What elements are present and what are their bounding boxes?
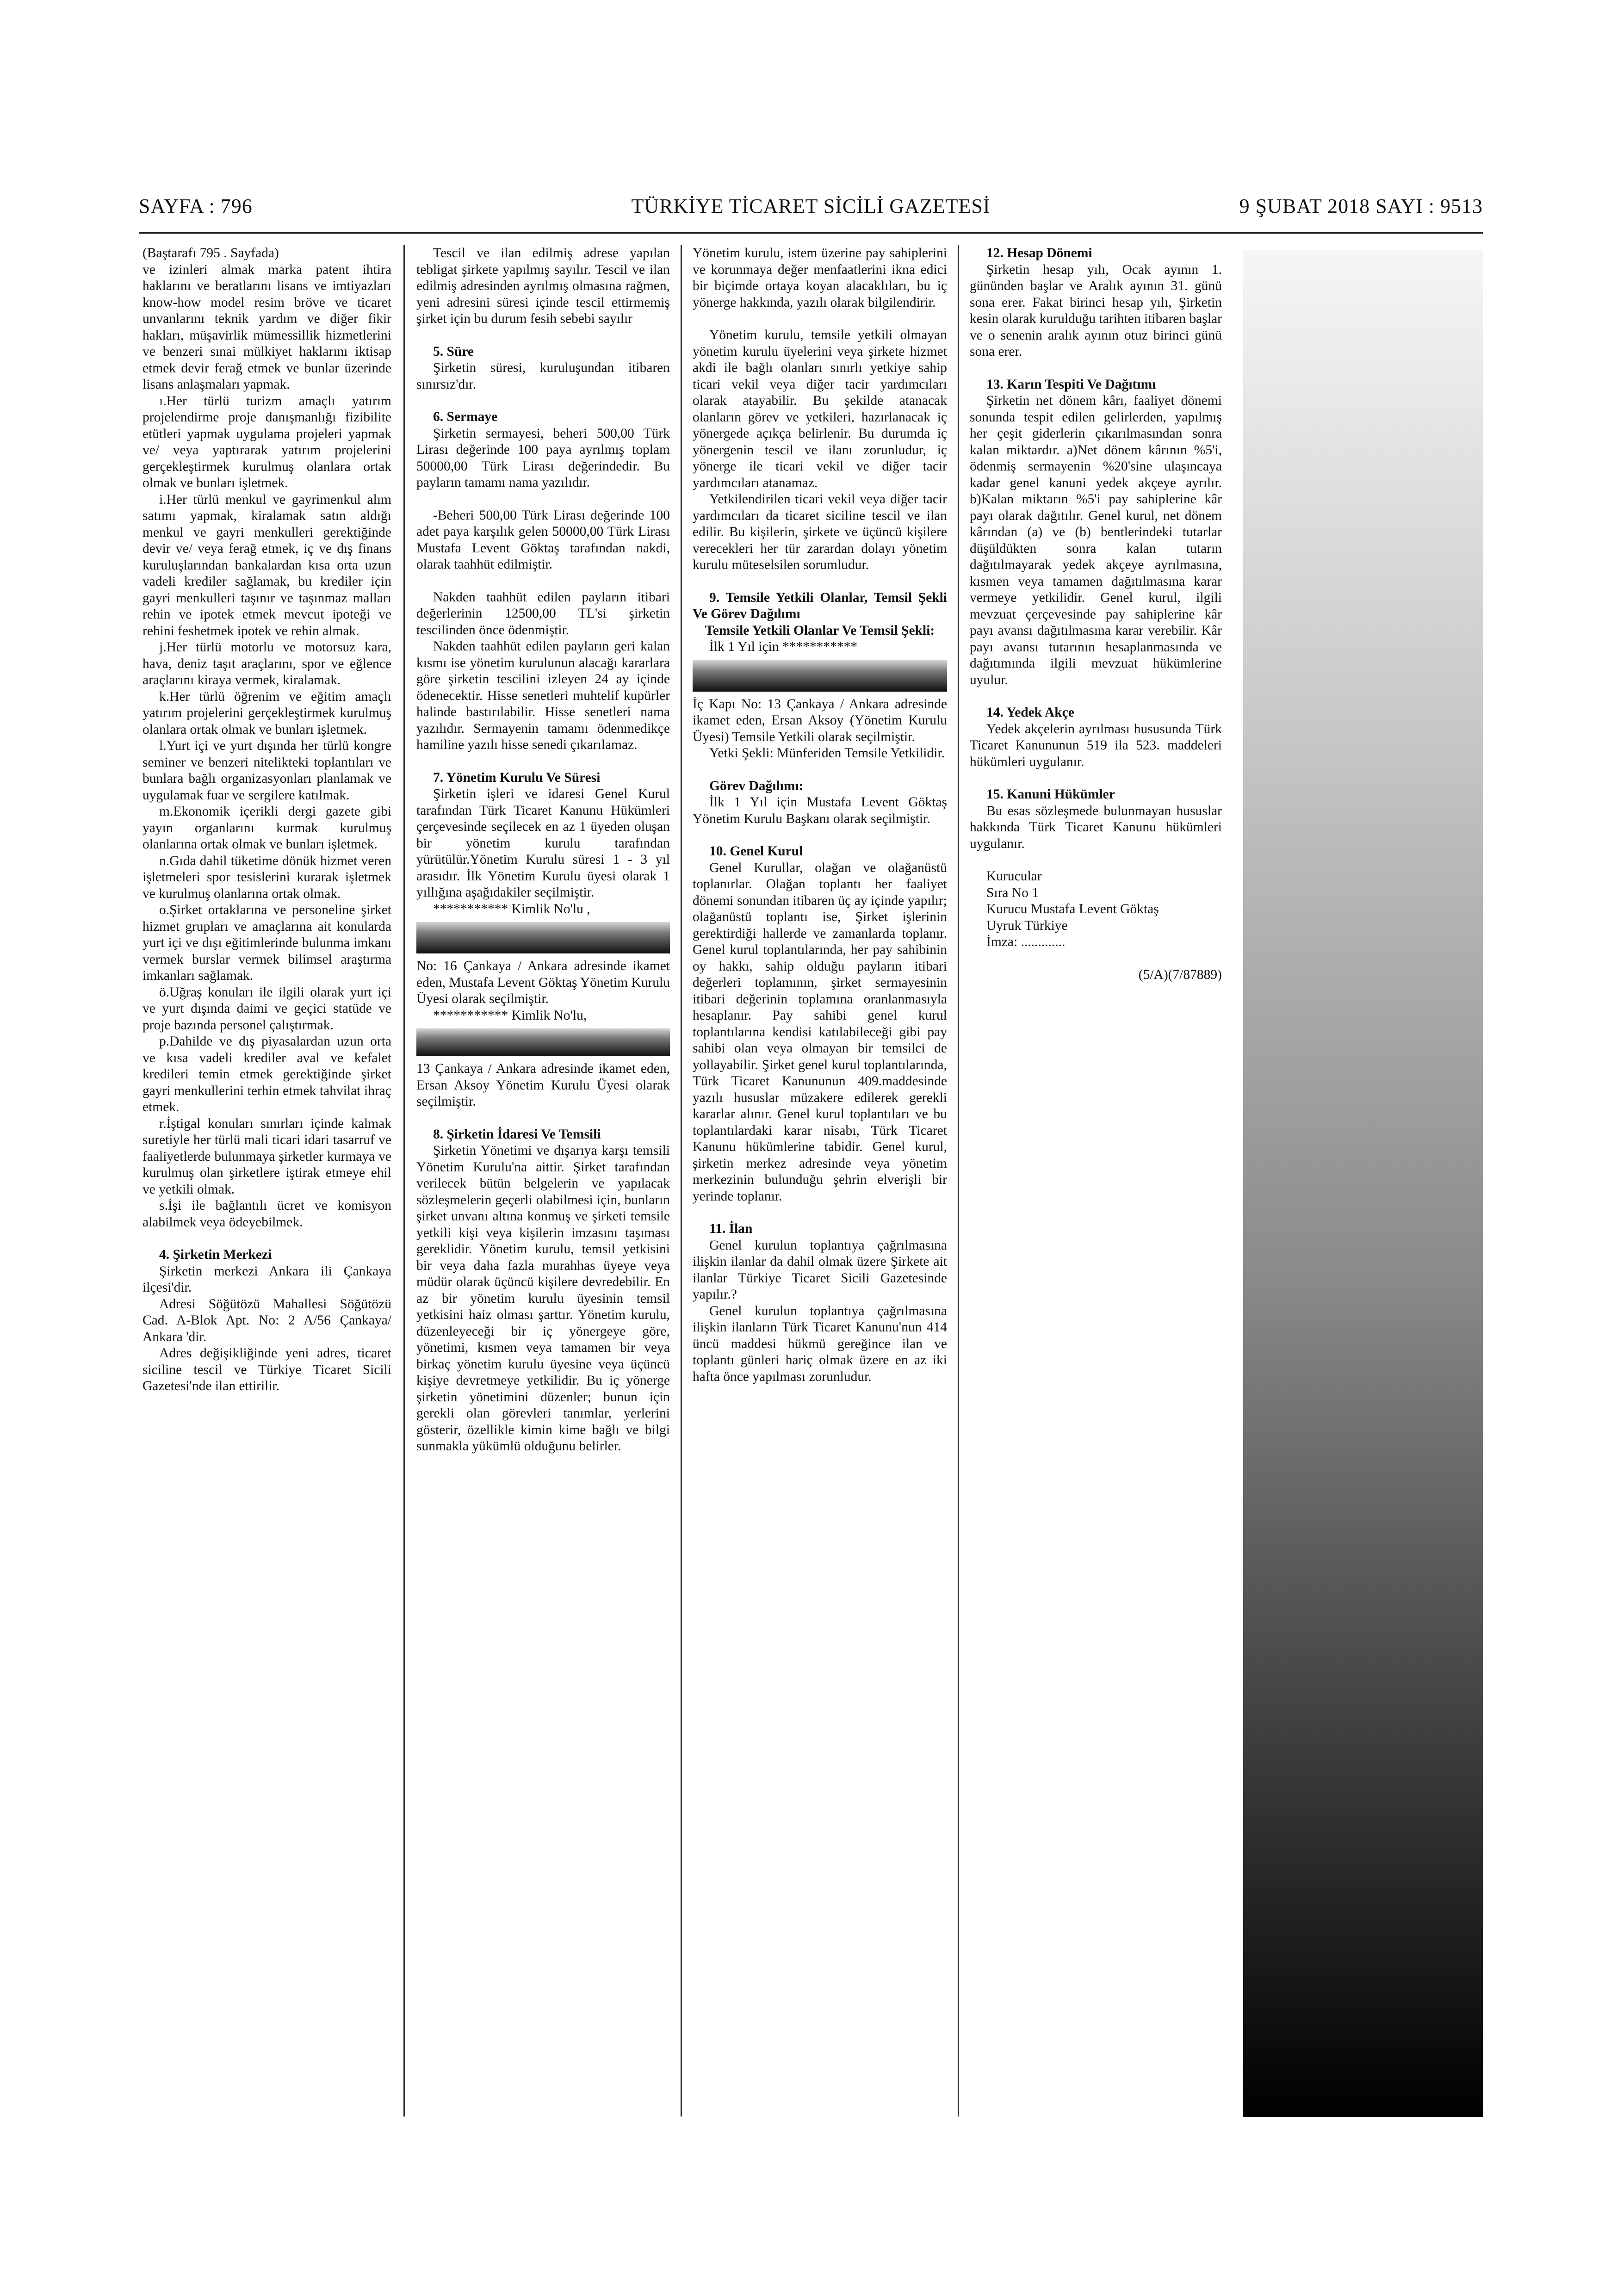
paragraph: Şirketin hesap yılı, Ocak ayının 1. gününden başlar ve Aralık ayının 31. günü sona erer. Fakat birinci hesap yılı, Şirketin kesin olarak kurulduğu tarihten itibaren başlar ve o senenin aralık ayının otuz birinci günü sona erer. xyxy=(970,262,1222,359)
paragraph: İlk 1 Yıl için *********** xyxy=(709,639,858,654)
subheading: Temsile Yetkili Olanlar Ve Temsil Şekli: xyxy=(705,623,935,638)
column-4 xyxy=(970,245,1222,2114)
gradient-panel xyxy=(1243,250,1483,2117)
column-divider-3 xyxy=(958,245,959,2117)
section-heading: 11. İlan xyxy=(709,1221,753,1236)
paragraph: Yedek akçelerin ayrılması hususunda Türk Ticaret Kanununun 519 ila 523. maddeleri hükümleri uygulanır. xyxy=(970,721,1222,769)
paragraph: p.Dahilde ve dış piyasalardan uzun orta ve kısa vadeli krediler aval ve kefalet kredileri temin etmek gerektiğinde şirket gayri menkullerini terhin etmek tahvilat ihraç etmek. xyxy=(142,1034,391,1114)
paragraph: Yetki Şekli: Münferiden Temsile Yetkilidir. xyxy=(709,746,945,761)
paragraph: Nakden taahhüt edilen payların itibari değerlerinin 12500,00 TL'si şirketin tescilinden önce ödenmiştir. xyxy=(416,589,670,637)
paragraph: j.Her türlü motorlu ve motorsuz kara, hava, deniz taşıt araçlarını, spor ve eğlence araçlarını kiraya vermek, kiralamak. xyxy=(142,640,391,687)
paragraph: İlk 1 Yıl için Mustafa Levent Göktaş Yönetim Kurulu Başkanı olarak seçilmiştir. xyxy=(693,795,947,826)
signature-line: İmza: ............. xyxy=(986,934,1065,949)
column-3 xyxy=(693,245,947,2114)
section-heading: 15. Kanuni Hükümler xyxy=(986,787,1115,802)
section-heading: 4. Şirketin Merkezi xyxy=(159,1247,272,1262)
paragraph: 13 Çankaya / Ankara adresinde ikamet eden, Ersan Aksoy Yönetim Kurulu Üyesi olarak seçilmiştir. xyxy=(416,1061,670,1109)
paragraph: m.Ekonomik içerikli dergi gazete gibi yayın organlarını kurmak kurulmuş olanlarına ortak olmak ve bunları işletmek. xyxy=(142,804,391,852)
section-heading: 5. Süre xyxy=(433,344,474,359)
paragraph: İç Kapı No: 13 Çankaya / Ankara adresinde ikamet eden, Ersan Aksoy (Yönetim Kurulu Üyesi) Temsile Yetkili olarak seçilmiştir. xyxy=(693,696,947,744)
paragraph: Şirketin merkezi Ankara ili Çankaya ilçesi'dir. xyxy=(142,1263,391,1295)
paragraph: Nakden taahhüt edilen payların geri kalan kısmı ise yönetim kurulunun alacağı kararlara göre şirketin tescilini izleyen 24 ay içinde ödenecektir. Hisse senetleri muhtelif kupürler halinde bastırılabilir. Hisse senetleri nama yazılıdır. Sermayenin tamamı ödenmedikçe hamiline yazılı hisse senedi çıkarılamaz. xyxy=(416,639,670,752)
column-divider-1 xyxy=(403,245,405,2117)
paragraph: Adres değişikliğinde yeni adres, ticaret siciline tescil ve Türkiye Ticaret Sicili Gazetesi'nde ilan ettirilir. xyxy=(142,1346,391,1393)
paragraph: Genel kurulun toplantıya çağrılmasına ilişkin ilanlar da dahil olmak üzere Şirkete ait ilanlar Türkiye Ticaret Sicili Gazetesinde yapılır.? xyxy=(693,1238,947,1302)
founder-name: Kurucu Mustafa Levent Göktaş xyxy=(986,902,1159,916)
paragraph: Yetkilendirilen ticari vekil veya diğer tacir yardımcıları da ticaret siciline tescil ve ilan edilir. Bu kişilerin, şirkete ve üçüncü kişilere verecekleri her tür zarardan dolayı yönetim kurulu müteselsilen sorumludur. xyxy=(693,492,947,572)
gazette-title: TÜRKİYE TİCARET SİCİLİ GAZETESİ xyxy=(631,195,991,217)
continuation-note: (Baştarafı 795 . Sayfada) xyxy=(142,246,279,260)
issue-date: 9 ŞUBAT 2018 SAYI : 9513 xyxy=(1239,195,1483,217)
paragraph: o.Şirket ortaklarına ve personeline şirket hizmet grupları ve amaçlarına ait konularda yurt içi ve dışı eğitimlerinde bulunma imkanı vermek burslar vermek bilimsel araştırma imkanları sağlamak. xyxy=(142,903,391,983)
paragraph: Şirketin net dönem kârı, faaliyet dönemi sonunda tespit edilen gelirlerden, yapılmış her çeşit giderlerin çıkarılmasından sonra kalan miktardır. a)Net dönem kârının %5'i, ödenmiş sermayenin %20'sine ulaşıncaya kadar genel kanuni yedek akçeye ayrılır. b)Kalan miktarın %5'i pay sahiplerine kâr payı olarak dağıtılır. Genel kurul, net dönem kârından (a) ve (b) bentlerindeki tutarlar düşüldükten sonra kalan tutarın dağıtılmayarak yedek akçeye ayrılmasına, kısmen veya tamamen dağıtılmasına karar vermeye yetkilidir. Genel kurul, ilgili mevzuat çerçevesinde pay sahiplerine kâr payı avansı dağıtılmasına karar verebilir. Kâr payı avansı tutarının hesaplanmasında ve dağıtımında ilgili mevzuat hükümlerine uyulur. xyxy=(970,393,1222,687)
paragraph: *********** Kimlik No'lu, xyxy=(433,1008,587,1023)
section-heading: 13. Karın Tespiti Ve Dağıtımı xyxy=(986,377,1156,392)
paragraph: k.Her türlü öğrenim ve eğitim amaçlı yatırım projelerini gerçekleştirmek kurulmuş olanlara ortak olmak ve bunları işletmek. xyxy=(142,689,391,737)
paragraph: Şirketin Yönetimi ve dışarıya karşı temsili Yönetim Kurulu'na aittir. Şirket tarafından verilecek bütün belgelerin ve yapılacak sözleşmelerin geçerli olabilmesi için, bunların şirket unvanı altına konmuş ve şirketi temsile yetkili kişi veya kişilerin imzasını taşıması gereklidir. Yönetim kurulu, temsil yetkisini bir veya daha fazla murahhas üyeye veya müdür olarak üçüncü kişilere devredebilir. En az bir yönetim kurulu üyesinin temsil yetkisini haiz olması şarttır. Yönetim kurulu, düzenleyeceği bir iç yönergeye göre, yönetimi, kısmen veya tamamen bir veya birkaç yönetim kurulu üyesine veya üçüncü kişiye devretmeye yetkilidir. Bu iç yönerge şirketin yönetimini düzenler; bunun için gerekli olan görevleri tanımlar, yerlerini gösterir, özellikle kimin kime bağlı ve bilgi sunmakla yükümlü olduğunu belirler. xyxy=(416,1143,670,1454)
redaction-block xyxy=(416,1028,670,1056)
redaction-block xyxy=(693,660,947,692)
column-divider-2 xyxy=(681,245,682,2117)
section-heading: 10. Genel Kurul xyxy=(709,844,803,859)
paragraph: Şirketin sermayesi, beheri 500,00 Türk Lirası değerinde 100 paya ayrılmış toplam 50000,00 Türk Lirası değerindedir. Bu payların tamamı nama yazılıdır. xyxy=(416,426,670,490)
paragraph: Yönetim kurulu, istem üzerine pay sahiplerini ve korunmaya değer menfaatlerini ikna edici bir biçimde ortaya koyan alacaklıları, bu iç yönerge hakkında, yazılı olarak bilgilendirir. xyxy=(693,246,947,310)
founder-nationality: Uyruk Türkiye xyxy=(986,918,1068,933)
paragraph: Şirketin süresi, kuruluşundan itibaren sınırsız'dır. xyxy=(416,360,670,392)
paragraph: Yönetim kurulu, temsile yetkili olmayan yönetim kurulu üyelerini veya şirkete hizmet akdi ile bağlı olanları sınırlı yetkiye sahip ticari vekil veya diğer tacir yardımcıları olarak atayabilir. Bu şekilde atanacak olanların görev ve yetkileri, hazırlanacak iç yönergede açıkça belirlenir. Bu durumda iç yönergenin tescil ve ilanı zorunludur, iç yönerge ile ticari vekil ve diğer tacir yardımcıları atanamaz. xyxy=(693,328,947,490)
column-1 xyxy=(142,245,391,2114)
section-heading: Görev Dağılımı: xyxy=(709,778,804,793)
founder-order: Sıra No 1 xyxy=(986,885,1039,900)
reference-code: (5/A)(7/87889) xyxy=(1138,967,1222,982)
column-2 xyxy=(416,245,670,2114)
paragraph: ö.Uğraş konuları ile ilgili olarak yurt içi ve yurt dışında daimi ve geçici statüde ve proje bazında personel çalıştırmak. xyxy=(142,984,391,1033)
paragraph: r.İştigal konuları sınırları içinde kalmak suretiyle her türlü mali ticari idari tasarruf ve faaliyetlerde bulunmaya şirketler kurmaya ve kurulmuş olan şirketlere iştirak etmeye ehil ve yetkili olmak. xyxy=(142,1116,391,1197)
section-heading: 9. Temsile Yetkili Olanlar, Temsil Şekli Ve Görev Dağılımı xyxy=(693,590,947,621)
section-heading: 6. Sermaye xyxy=(433,409,498,424)
paragraph: ı.Her türlü turizm amaçlı yatırım projelendirme proje danışmanlığı fizibilite etütleri yapmak uygulama projeleri yapmak ve/ veya yaptırarak yatırım projelerini gerçekleştirmek kurulmuş olanlara ortak olmak ve bunları işletmek. xyxy=(142,393,391,490)
section-heading: 12. Hesap Dönemi xyxy=(986,246,1092,260)
paragraph: Şirketin işleri ve idaresi Genel Kurul tarafından Türk Ticaret Kanunu Hükümleri çerçevesinde seçilecek en az 1 üyeden oluşan bir yönetim kurulu tarafından yürütülür.Yönetim Kurulu süresi 1 - 3 yıl arasıdır. İlk Yönetim Kurulu üyesi olarak 1 yıllığına aşağıdakiler seçilmiştir. xyxy=(416,786,670,900)
paragraph: ve izinleri almak marka patent ihtira haklarını ve beratlarını lisans ve imtiyazları know-how model resim bröve ve ticaret unvanlarını teknik yardım ve diğer fikir hakları, müşavirlik mümessillik hizmetlerini ve benzeri sınai mülkiyet haklarını iktisap etmek devir ferağ etmek ve bunlar üzerinde lisans anlaşmaları yapmak. xyxy=(142,262,391,392)
page-number: SAYFA : 796 xyxy=(139,195,253,217)
paragraph: Bu esas sözleşmede bulunmayan hususlar hakkında Türk Ticaret Kanunu hükümleri uygulanır. xyxy=(970,803,1222,851)
paragraph: l.Yurt içi ve yurt dışında her türlü kongre seminer ve benzeri nitelikteki toplantıları ve bunlara bağlı organizasyonları planlamak ve uygulamak fuar ve sergilere katılmak. xyxy=(142,738,391,803)
page-header xyxy=(139,194,1483,222)
paragraph: n.Gıda dahil tüketime dönük hizmet veren işletmeleri spor tesislerini kurarak işletmek ve kurulmuş olanlarına ortak olmak. xyxy=(142,853,391,901)
paragraph: -Beheri 500,00 Türk Lirası değerinde 100 adet paya karşılık gelen 50000,00 Türk Lirası Mustafa Levent Göktaş tarafından nakdi, olarak taahhüt edilmiştir. xyxy=(416,507,670,572)
paragraph: s.İşi ile bağlantılı ücret ve komisyon alabilmek veya ödeyebilmek. xyxy=(142,1198,391,1230)
founders-label: Kurucular xyxy=(986,869,1042,884)
paragraph: Genel kurulun toplantıya çağrılmasına ilişkin ilanların Türk Ticaret Kanunu'nun 414 üncü maddesi hükmü gereğince ilan ve toplantı günleri hariç olmak üzere en az iki hafta önce yapılması zorunludur. xyxy=(693,1303,947,1384)
paragraph: i.Her türlü menkul ve gayrimenkul alım satımı yapmak, kiralamak satın aldığı menkul ve gayri menkulleri gerektiğinde devir ve/ veya ferağ etmek, iç ve dış finans kuruluşlarından bankalardan kısa orta uzun vadeli krediler sağlamak, bu krediler için gayri menkulleri taşınır ve taşınmaz malları rehin ve ipotek etmek mevcut ipoteği ve rehini feshetmek ipotek ve rehin almak. xyxy=(142,492,391,638)
section-heading: 14. Yedek Akçe xyxy=(986,705,1074,720)
section-heading: 7. Yönetim Kurulu Ve Süresi xyxy=(433,770,601,785)
header-rule xyxy=(139,232,1483,234)
paragraph: Genel Kurullar, olağan ve olağanüstü toplanırlar. Olağan toplantı her faaliyet dönemi sonundan itibaren üç ay içinde yapılır; olağanüstü toplantı ise, Şirket işlerinin gerektirdiği hallerde ve zamanlarda toplanır. Genel kurul toplantılarında, her pay sahibinin oy hakkı, sahip olduğu payların itibari değerleri toplamının, şirket sermayesinin itibari değerinin toplamına oranlanmasıyla hesaplanır. Pay sahibi genel kurul toplantılarına kendisi katılabileceği gibi pay sahibi olan veya olmayan bir temsilci de yollayabilir. Şirket genel kurul toplantılarında, Türk Ticaret Kanununun 409.maddesinde yazılı hususlar müzakere edilerek gerekli kararlar alınır. Genel kurul toplantıları ve bu toplantılardaki karar nisabı, Türk Ticaret Kanunu hükümlerine tabidir. Genel kurul, şirketin merkez adresinde veya yönetim merkezinin bulunduğu şehrin elverişli bir yerinde toplanır. xyxy=(693,860,947,1204)
paragraph: Adresi Söğütözü Mahallesi Söğütözü Cad. A-Blok Apt. No: 2 A/56 Çankaya/ Ankara 'dir. xyxy=(142,1296,391,1344)
redaction-block xyxy=(416,922,670,953)
paragraph: Tescil ve ilan edilmiş adrese yapılan tebligat şirkete yapılmış sayılır. Tescil ve ilan edilmiş adresinden ayrılmış olmasına rağmen, yeni adresini süresi içinde tescil ettirmemiş şirket için bu durum fesih sebebi sayılır xyxy=(416,246,670,326)
section-heading: 8. Şirketin İdaresi Ve Temsili xyxy=(433,1126,601,1142)
paragraph: No: 16 Çankaya / Ankara adresinde ikamet eden, Mustafa Levent Göktaş Yönetim Kurulu Üyesi olarak seçilmiştir. xyxy=(416,959,670,1006)
paragraph: *********** Kimlik No'lu , xyxy=(433,901,590,916)
